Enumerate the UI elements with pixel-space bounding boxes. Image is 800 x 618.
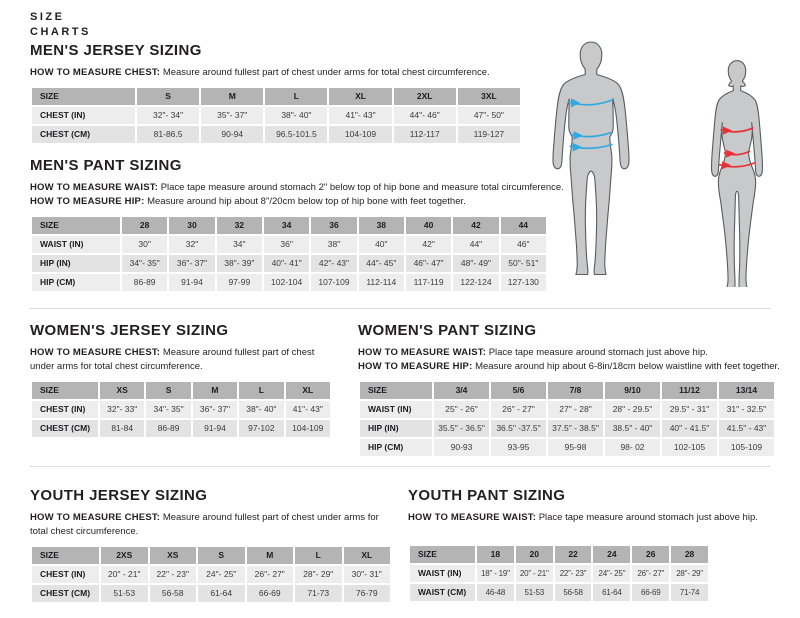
table-cell: 112-114 [359, 274, 404, 291]
table-cell: 26" - 27" [491, 401, 546, 418]
table-row [360, 401, 774, 418]
row-label: HIP (IN) [32, 255, 120, 272]
size-header-cell: 28 [671, 546, 708, 563]
table-cell: 122-124 [453, 274, 498, 291]
table-cell: 46-48 [477, 584, 514, 601]
table-row [32, 585, 390, 602]
logo-line-1: SIZE [30, 11, 65, 23]
table-cell: 38"- 40" [265, 107, 327, 124]
size-header-cell: XL [344, 547, 391, 564]
size-header-cell: 2XS [101, 547, 148, 564]
table-cell: 34"- 35" [146, 401, 190, 418]
size-column-header: SIZE [32, 217, 120, 234]
table-cell: 56-58 [150, 585, 197, 602]
size-header-cell: 5/6 [491, 382, 546, 399]
table-cell: 38.5" - 40" [605, 420, 660, 437]
size-column-header: SIZE [32, 382, 98, 399]
table-cell: 38"- 40" [239, 401, 283, 418]
table-cell: 35"- 37" [201, 107, 263, 124]
table-cell: 56-58 [555, 584, 592, 601]
table-row [32, 255, 546, 272]
table-header-row [360, 382, 774, 399]
table-row [32, 566, 390, 583]
table-cell: 40" - 41.5" [662, 420, 717, 437]
table-cell: 90-93 [434, 439, 489, 456]
table-cell: 40"- 41" [264, 255, 309, 272]
table-cell: 86-89 [146, 420, 190, 437]
table-cell: 105-109 [719, 439, 774, 456]
size-header-cell: M [247, 547, 294, 564]
table-cell: 107-109 [311, 274, 356, 291]
table-header-row [410, 546, 708, 563]
size-header-cell: 40 [406, 217, 451, 234]
table-cell: 90-94 [201, 126, 263, 143]
row-label: WAIST (CM) [410, 584, 475, 601]
table-cell: 102-105 [662, 439, 717, 456]
table-cell: 76-79 [344, 585, 391, 602]
table-cell: 35.5" - 36.5" [434, 420, 489, 437]
measure-note: HOW TO MEASURE HIP: Measure around hip about 8"/20cm below top of hip bone with feet together. [30, 195, 466, 207]
table-cell: 112-117 [394, 126, 456, 143]
table-cell: 104-109 [286, 420, 330, 437]
table-cell: 24"- 25" [198, 566, 245, 583]
table-row [32, 274, 546, 291]
table-cell: 24"- 25" [593, 565, 630, 582]
size-header-cell: XL [329, 88, 391, 105]
table-cell: 44"- 46" [394, 107, 456, 124]
row-label: WAIST (IN) [410, 565, 475, 582]
row-label: CHEST (IN) [32, 566, 99, 583]
section-title: YOUTH JERSEY SIZING [30, 487, 208, 504]
size-header-cell: 18 [477, 546, 514, 563]
size-header-cell: 3XL [458, 88, 520, 105]
table-cell: 29.5" - 31" [662, 401, 717, 418]
row-label: CHEST (CM) [32, 126, 135, 143]
size-header-cell: XS [150, 547, 197, 564]
table-cell: 91-94 [193, 420, 237, 437]
table-cell: 91-94 [169, 274, 214, 291]
size-header-cell: M [193, 382, 237, 399]
male-silhouette-icon [541, 37, 641, 287]
section-womens-pant [358, 322, 778, 458]
table-cell: 34" [217, 236, 262, 253]
size-column-header: SIZE [360, 382, 432, 399]
female-silhouette-icon [695, 54, 779, 287]
table-cell: 66-69 [632, 584, 669, 601]
table-cell: 32"- 34" [137, 107, 199, 124]
section-youth-jersey [30, 487, 392, 604]
table-cell: 38"- 39" [217, 255, 262, 272]
table-cell: 22" - 23" [150, 566, 197, 583]
table-cell: 31" - 32.5" [719, 401, 774, 418]
table-cell: 71-73 [295, 585, 342, 602]
size-header-cell: 9/10 [605, 382, 660, 399]
table-cell: 42" [406, 236, 451, 253]
table-cell: 26"- 27" [247, 566, 294, 583]
size-charts-logo [30, 10, 91, 40]
table-cell: 32"- 33" [100, 401, 144, 418]
table-cell: 20" - 21" [101, 566, 148, 583]
table-row [32, 420, 330, 437]
row-label: CHEST (CM) [32, 420, 98, 437]
size-header-cell: 34 [264, 217, 309, 234]
measure-note: HOW TO MEASURE CHEST: Measure around fullest part of chest under arms for total chest circumference. [30, 512, 379, 537]
size-header-cell: 7/8 [548, 382, 603, 399]
section-womens-jersey [30, 322, 332, 439]
table-cell: 34"- 35" [122, 255, 167, 272]
table-row [32, 401, 330, 418]
mens-jersey-size-table [30, 86, 522, 145]
table-cell: 46"- 47" [406, 255, 451, 272]
table-cell: 44"- 45" [359, 255, 404, 272]
row-label: WAIST (IN) [360, 401, 432, 418]
table-row [410, 584, 708, 601]
measurement-figures [541, 37, 779, 287]
table-cell: 36.5" -37.5" [491, 420, 546, 437]
table-cell: 27" - 28" [548, 401, 603, 418]
table-row [360, 439, 774, 456]
table-cell: 127-130 [501, 274, 546, 291]
male-body-shape [553, 42, 629, 275]
section-title: YOUTH PANT SIZING [408, 487, 566, 504]
table-cell: 40" [359, 236, 404, 253]
section-divider [30, 308, 770, 309]
size-header-cell: S [137, 88, 199, 105]
table-cell: 36"- 37" [193, 401, 237, 418]
table-cell: 37.5" - 38.5" [548, 420, 603, 437]
womens-jersey-size-table [30, 380, 332, 439]
table-row [32, 107, 520, 124]
table-cell: 41"- 43" [329, 107, 391, 124]
table-cell: 93-95 [491, 439, 546, 456]
size-header-cell: 30 [169, 217, 214, 234]
section-mens-pant [30, 157, 564, 293]
table-cell: 50"- 51" [501, 255, 546, 272]
size-header-cell: 32 [217, 217, 262, 234]
size-header-cell: 20 [516, 546, 553, 563]
row-label: HIP (CM) [360, 439, 432, 456]
table-row [32, 236, 546, 253]
size-header-cell: XS [100, 382, 144, 399]
table-cell: 30"- 31" [344, 566, 391, 583]
table-cell: 86-89 [122, 274, 167, 291]
table-cell: 46" [501, 236, 546, 253]
section-mens-jersey [30, 42, 552, 145]
table-cell: 97-102 [239, 420, 283, 437]
table-cell: 48"- 49" [453, 255, 498, 272]
size-header-cell: 11/12 [662, 382, 717, 399]
table-cell: 28"- 29" [671, 565, 708, 582]
size-header-cell: S [146, 382, 190, 399]
size-header-cell: 44 [501, 217, 546, 234]
table-cell: 41.5" - 43" [719, 420, 774, 437]
table-cell: 81-84 [100, 420, 144, 437]
table-cell: 41"- 43" [286, 401, 330, 418]
table-cell: 47"- 50" [458, 107, 520, 124]
table-cell: 22"- 23" [555, 565, 592, 582]
section-title: MEN'S JERSEY SIZING [30, 42, 202, 59]
table-cell: 42"- 43" [311, 255, 356, 272]
size-header-cell: 36 [311, 217, 356, 234]
size-header-cell: M [201, 88, 263, 105]
table-cell: 18" - 19" [477, 565, 514, 582]
mens-pant-size-table [30, 215, 548, 293]
womens-pant-size-table [358, 380, 776, 458]
table-cell: 26"- 27" [632, 565, 669, 582]
measure-note: HOW TO MEASURE WAIST: Place tape measure around stomach 2" below top of hip bone and measure total circumference. [30, 182, 564, 193]
female-body-shape [712, 61, 763, 287]
size-header-cell: 22 [555, 546, 592, 563]
size-header-cell: 2XL [394, 88, 456, 105]
size-column-header: SIZE [32, 88, 135, 105]
table-cell: 36"- 37" [169, 255, 214, 272]
table-header-row [32, 217, 546, 234]
table-cell: 25" - 26" [434, 401, 489, 418]
table-cell: 28"- 29" [295, 566, 342, 583]
table-cell: 28" - 29.5" [605, 401, 660, 418]
size-column-header: SIZE [32, 547, 99, 564]
row-label: HIP (IN) [360, 420, 432, 437]
size-header-cell: 42 [453, 217, 498, 234]
table-cell: 30" [122, 236, 167, 253]
size-column-header: SIZE [410, 546, 475, 563]
table-header-row [32, 88, 520, 105]
size-header-cell: L [239, 382, 283, 399]
size-header-cell: S [198, 547, 245, 564]
table-cell: 51-53 [516, 584, 553, 601]
size-header-cell: 13/14 [719, 382, 774, 399]
table-cell: 119-127 [458, 126, 520, 143]
size-header-cell: XL [286, 382, 330, 399]
row-label: CHEST (IN) [32, 107, 135, 124]
size-header-cell: 24 [593, 546, 630, 563]
table-cell: 66-69 [247, 585, 294, 602]
table-cell: 102-104 [264, 274, 309, 291]
section-title: MEN'S PANT SIZING [30, 157, 182, 174]
table-cell: 36" [264, 236, 309, 253]
row-label: CHEST (CM) [32, 585, 99, 602]
row-label: CHEST (IN) [32, 401, 98, 418]
measure-note: HOW TO MEASURE WAIST: Place tape measure around stomach just above hip. [408, 512, 758, 523]
table-cell: 44" [453, 236, 498, 253]
size-header-cell: 38 [359, 217, 404, 234]
section-youth-pant [408, 487, 758, 603]
table-cell: 81-86.5 [137, 126, 199, 143]
row-label: HIP (CM) [32, 274, 120, 291]
measure-note: HOW TO MEASURE CHEST: Measure around fullest part of chest under arms for total chest circumference. [30, 67, 490, 78]
size-header-cell: 3/4 [434, 382, 489, 399]
size-header-cell: L [295, 547, 342, 564]
table-cell: 98- 02 [605, 439, 660, 456]
table-cell: 97-99 [217, 274, 262, 291]
table-cell: 32" [169, 236, 214, 253]
table-cell: 117-119 [406, 274, 451, 291]
row-label: WAIST (IN) [32, 236, 120, 253]
size-header-cell: 26 [632, 546, 669, 563]
section-title: WOMEN'S PANT SIZING [358, 322, 537, 339]
table-cell: 38" [311, 236, 356, 253]
youth-jersey-size-table [30, 545, 392, 604]
measure-note: HOW TO MEASURE WAIST: Place tape measure around stomach just above hip. [358, 347, 708, 358]
table-cell: 61-64 [593, 584, 630, 601]
table-header-row [32, 382, 330, 399]
table-cell: 51-53 [101, 585, 148, 602]
table-row [410, 565, 708, 582]
section-divider [30, 466, 770, 467]
size-header-cell: 28 [122, 217, 167, 234]
table-row [360, 420, 774, 437]
size-header-cell: L [265, 88, 327, 105]
logo-line-2: CHARTS [30, 25, 91, 38]
table-cell: 104-109 [329, 126, 391, 143]
table-cell: 96.5-101.5 [265, 126, 327, 143]
table-row [32, 126, 520, 143]
table-cell: 71-74 [671, 584, 708, 601]
table-cell: 95-98 [548, 439, 603, 456]
table-header-row [32, 547, 390, 564]
table-cell: 61-64 [198, 585, 245, 602]
measure-note: HOW TO MEASURE HIP: Measure around hip about 6-8in/18cm below waistline with feet together. [358, 360, 780, 372]
section-title: WOMEN'S JERSEY SIZING [30, 322, 229, 339]
table-cell: 20" - 21" [516, 565, 553, 582]
youth-pant-size-table [408, 544, 710, 603]
measure-note: HOW TO MEASURE CHEST: Measure around fullest part of chest under arms for total chest circumference. [30, 347, 315, 372]
